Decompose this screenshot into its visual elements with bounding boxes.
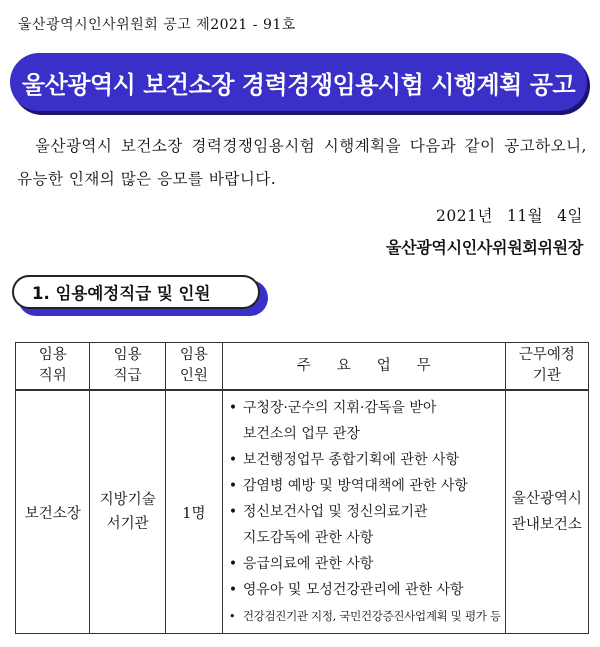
section-heading-pill bbox=[12, 275, 260, 309]
cell-position: 보건소장 bbox=[16, 390, 90, 634]
duty-text: 보건행정업무 종합기획에 관한 사항 bbox=[242, 452, 460, 468]
cell-duties bbox=[222, 390, 505, 634]
intro-paragraph: 울산광역시 보건소장 경력경쟁임용시험 시행계획을 다음과 같이 공고하오니, 유능한 인재의 많은 응모를 바랍니다. bbox=[17, 137, 587, 188]
bullet-icon: • bbox=[228, 452, 238, 468]
title-banner bbox=[10, 53, 587, 111]
duty-list bbox=[223, 391, 505, 633]
cell-workplace: 울산광역시 관내보건소 bbox=[505, 390, 588, 634]
header-grade: 임용 직급 bbox=[90, 343, 165, 391]
table-row bbox=[16, 390, 589, 634]
header-position: 임용 직위 bbox=[16, 343, 90, 391]
bullet-icon: • bbox=[228, 400, 238, 416]
date-day: 4일 bbox=[557, 207, 583, 225]
duty-item bbox=[229, 551, 505, 577]
duty-text: 감염병 예방 및 방역대책에 관한 사항 bbox=[242, 478, 468, 494]
duty-text: 영유아 및 모성건강관리에 관한 사항 bbox=[242, 582, 464, 598]
signer: 울산광역시인사위원회위원장 bbox=[385, 238, 583, 257]
bullet-icon: • bbox=[228, 609, 236, 623]
notice-number: 울산광역시인사위원회 공고 제2021 - 91호 bbox=[18, 17, 296, 33]
section-heading-label: 1. 임용예정직급 및 인원 bbox=[32, 284, 211, 303]
bullet-icon: • bbox=[228, 582, 238, 598]
duty-text: 정신보건사업 및 정신의료기관 bbox=[242, 504, 428, 520]
recruitment-table bbox=[15, 342, 589, 634]
duty-item bbox=[229, 577, 505, 603]
bullet-icon: • bbox=[228, 504, 238, 520]
date-year: 2021년 bbox=[436, 207, 493, 225]
bullet-icon: • bbox=[228, 478, 238, 494]
date-month: 11월 bbox=[506, 207, 544, 225]
duty-item bbox=[229, 499, 505, 551]
duty-item bbox=[229, 447, 505, 473]
notice-date bbox=[436, 204, 583, 226]
bullet-icon: • bbox=[228, 556, 238, 572]
duty-item bbox=[229, 603, 505, 629]
header-workplace: 근무예정 기관 bbox=[505, 343, 588, 391]
table-header-row bbox=[16, 343, 589, 391]
cell-grade: 지방기술 서기관 bbox=[90, 390, 165, 634]
page-title: 울산광역시 보건소장 경력경쟁임용시험 시행계획 공고 bbox=[21, 70, 576, 99]
duty-text: 건강검진기관 지정, 국민건강증진사업계획 및 평가 등 bbox=[242, 609, 501, 623]
duty-item bbox=[229, 473, 505, 499]
duty-text-continued: 보건소의 업무 관장 bbox=[242, 426, 360, 442]
header-duties: 주 요 업 무 bbox=[222, 343, 505, 391]
section-heading bbox=[12, 275, 267, 313]
cell-headcount: 1명 bbox=[165, 390, 222, 634]
duty-item bbox=[229, 395, 505, 447]
header-headcount: 임용 인원 bbox=[165, 343, 222, 391]
duty-text-continued: 지도감독에 관한 사항 bbox=[242, 530, 374, 546]
duty-text: 구청장·군수의 지휘·감독을 받아 bbox=[242, 400, 437, 416]
duty-text: 응급의료에 관한 사항 bbox=[242, 556, 374, 572]
